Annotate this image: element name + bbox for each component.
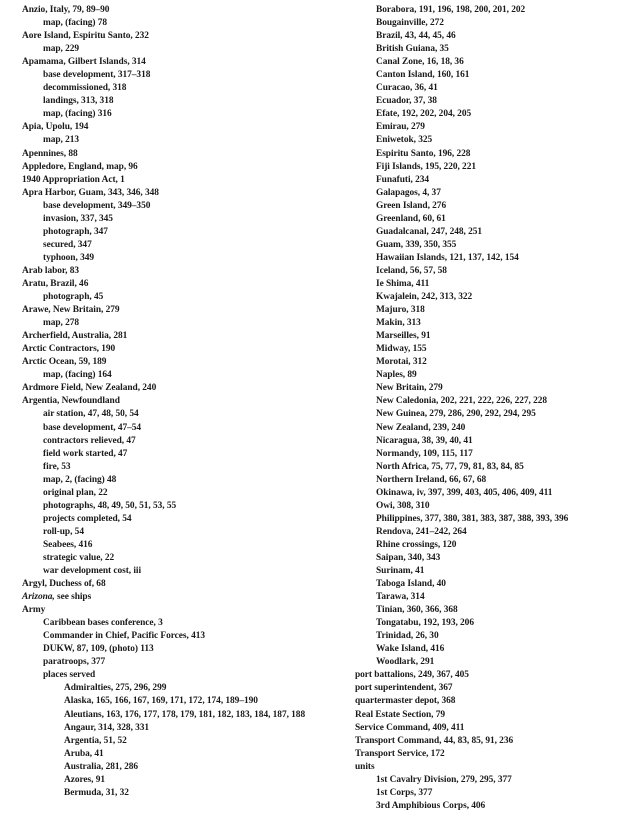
index-entry: Okinawa, iv, 397, 399, 403, 405, 406, 409, 411 bbox=[376, 487, 553, 498]
index-entry: Arawe, New Britain, 279 bbox=[22, 305, 120, 316]
index-entry: New Guinea, 279, 286, 290, 292, 294, 295 bbox=[376, 409, 536, 420]
index-entry: places served bbox=[43, 670, 96, 681]
index-entry: Arctic Ocean, 59, 189 bbox=[22, 357, 107, 368]
index-entry: photographs, 48, 49, 50, 51, 53, 55 bbox=[43, 500, 177, 511]
index-entry: Rendova, 241–242, 264 bbox=[376, 526, 467, 537]
index-entry: Kwajalein, 242, 313, 322 bbox=[376, 292, 473, 303]
index-entry: New Britain, 279 bbox=[376, 383, 443, 394]
index-entry: Transport Command, 44, 83, 85, 91, 236 bbox=[355, 735, 514, 746]
index-entry: map, (facing) 316 bbox=[43, 109, 112, 120]
index-entry: typhoon, 349 bbox=[43, 252, 94, 263]
index-entry: strategic value, 22 bbox=[43, 552, 115, 563]
index-entry: Argyl, Duchess of, 68 bbox=[22, 579, 106, 590]
index-entry: Apennines, 88 bbox=[22, 148, 78, 159]
index-entry: Azores, 91 bbox=[64, 774, 105, 785]
index-entry: Guadalcanal, 247, 248, 251 bbox=[376, 226, 483, 237]
index-entry: Guam, 339, 350, 355 bbox=[376, 239, 457, 250]
index-entry-italic-term: Arizona, bbox=[22, 592, 55, 603]
index-entry: Marseilles, 91 bbox=[376, 331, 431, 342]
index-entry: Efate, 192, 202, 204, 205 bbox=[376, 109, 472, 120]
index-entry: roll-up, 54 bbox=[43, 526, 84, 537]
index-entry: photograph, 347 bbox=[43, 226, 108, 237]
index-entry: Owi, 308, 310 bbox=[376, 500, 430, 511]
index-entry: Argentia, 51, 52 bbox=[64, 735, 127, 746]
index-entry: DUKW, 87, 109, (photo) 113 bbox=[43, 644, 154, 655]
index-entry: Rhine crossings, 120 bbox=[376, 539, 457, 550]
index-entry: Saipan, 340, 343 bbox=[376, 552, 441, 563]
index-entry: invasion, 337, 345 bbox=[43, 213, 113, 224]
index-entry: Espiritu Santo, 196, 228 bbox=[376, 148, 471, 159]
index-entry: Argentia, Newfoundland bbox=[22, 396, 120, 407]
index-entry: Emirau, 279 bbox=[376, 122, 425, 133]
index-entry: Hawaiian Islands, 121, 137, 142, 154 bbox=[376, 252, 519, 263]
index-entry: photograph, 45 bbox=[43, 292, 104, 303]
index-entry: New Caledonia, 202, 221, 222, 226, 227, 228 bbox=[376, 396, 548, 407]
index-entry: 1st Corps, 377 bbox=[376, 787, 433, 798]
index-entry: 3rd Amphibious Corps, 406 bbox=[376, 800, 486, 811]
index-entry: Apamama, Gilbert Islands, 314 bbox=[22, 57, 146, 68]
index-entry: projects completed, 54 bbox=[43, 513, 132, 524]
index-entry: Midway, 155 bbox=[376, 344, 427, 355]
index-entry: paratroops, 377 bbox=[43, 657, 106, 668]
index-entry: contractors relieved, 47 bbox=[43, 435, 136, 446]
index-entry: landings, 313, 318 bbox=[43, 96, 114, 107]
index-entry: Apia, Upolu, 194 bbox=[22, 122, 89, 133]
index-entry: Tinian, 360, 366, 368 bbox=[376, 605, 458, 616]
index-entry: Archerfield, Australia, 281 bbox=[22, 331, 128, 342]
index-entry: Commander in Chief, Pacific Forces, 413 bbox=[43, 631, 205, 642]
index-entry: quartermaster depot, 368 bbox=[355, 696, 456, 707]
index-entry: fire, 53 bbox=[43, 461, 71, 472]
index-entry: base development, 47–54 bbox=[43, 422, 142, 433]
index-entry: Real Estate Section, 79 bbox=[355, 709, 445, 720]
index-entry: Tarawa, 314 bbox=[376, 592, 425, 603]
index-entry: Fiji Islands, 195, 220, 221 bbox=[376, 161, 476, 172]
index-entry: Woodlark, 291 bbox=[376, 657, 435, 668]
index-entry: Army bbox=[22, 605, 46, 616]
index-entry: Tongatabu, 192, 193, 206 bbox=[376, 618, 474, 629]
index-entry: map, 2, (facing) 48 bbox=[43, 474, 117, 485]
index-entry: Majuro, 318 bbox=[376, 305, 425, 316]
index-column-left bbox=[22, 4, 352, 800]
index-entry: port superintendent, 367 bbox=[355, 683, 453, 694]
index-entry: Anzio, Italy, 79, 89–90 bbox=[22, 5, 110, 15]
index-entry: air station, 47, 48, 50, 54 bbox=[43, 409, 139, 420]
index-entry: Iceland, 56, 57, 58 bbox=[376, 265, 447, 276]
index-entry: Nicaragua, 38, 39, 40, 41 bbox=[376, 435, 473, 446]
index-entry: Naples, 89 bbox=[376, 370, 417, 381]
index-entry: Borabora, 191, 196, 198, 200, 201, 202 bbox=[376, 5, 526, 15]
index-entry: Apra Harbor, Guam, 343, 346, 348 bbox=[22, 187, 159, 198]
index-entry: field work started, 47 bbox=[43, 448, 128, 459]
index-entry: Ie Shima, 411 bbox=[376, 278, 430, 289]
index-entry: Taboga Island, 40 bbox=[376, 579, 446, 590]
index-entry: original plan, 22 bbox=[43, 487, 108, 498]
index-entry: war development cost, iii bbox=[43, 566, 142, 577]
index-entry: Funafuti, 234 bbox=[376, 174, 430, 185]
index-entry: Eniwetok, 325 bbox=[376, 135, 433, 146]
index-entry: Green Island, 276 bbox=[376, 200, 447, 211]
index-entry: Surinam, 41 bbox=[376, 566, 425, 577]
index-entry: port battalions, 249, 367, 405 bbox=[355, 670, 469, 681]
index-entry: British Guiana, 35 bbox=[376, 44, 449, 55]
index-entry: Philippines, 377, 380, 381, 383, 387, 388, 393, 396 bbox=[376, 513, 569, 524]
index-entry: North Africa, 75, 77, 79, 81, 83, 84, 85 bbox=[376, 461, 524, 472]
index-entry: Ardmore Field, New Zealand, 240 bbox=[22, 383, 157, 394]
index-entry: Galapagos, 4, 37 bbox=[376, 187, 441, 198]
index-entry: Aruba, 41 bbox=[64, 748, 104, 759]
index-entry: 1st Cavalry Division, 279, 295, 377 bbox=[376, 774, 512, 785]
index-entry: Alaska, 165, 166, 167, 169, 171, 172, 174, 189–190 bbox=[64, 696, 258, 707]
index-entry: map, (facing) 164 bbox=[43, 370, 112, 381]
index-entry: 1940 Appropriation Act, 1 bbox=[22, 174, 125, 185]
index-entry: Aleutians, 163, 176, 177, 178, 179, 181, 182, 183, 184, 187, 188 bbox=[64, 709, 306, 720]
index-entry: Canal Zone, 16, 18, 36 bbox=[376, 57, 464, 68]
index-entry: Australia, 281, 286 bbox=[64, 761, 139, 772]
index-entry: Arctic Contractors, 190 bbox=[22, 344, 116, 355]
index-entry: map, (facing) 78 bbox=[43, 18, 108, 29]
index-entry: New Zealand, 239, 240 bbox=[376, 422, 466, 433]
index-entry: Admiralties, 275, 296, 299 bbox=[64, 683, 167, 694]
index-entry: Angaur, 314, 328, 331 bbox=[64, 722, 150, 733]
index-column-right bbox=[355, 4, 637, 813]
index-entry-rest: see ships bbox=[54, 592, 92, 603]
index-entry: Service Command, 409, 411 bbox=[355, 722, 465, 733]
index-entry: Wake Island, 416 bbox=[376, 644, 445, 655]
index-entry: secured, 347 bbox=[43, 239, 92, 250]
index-entry: Caribbean bases conference, 3 bbox=[43, 618, 163, 629]
index-entry: Makin, 313 bbox=[376, 318, 421, 329]
index-entry: Morotai, 312 bbox=[376, 357, 427, 368]
index-entry: Arab labor, 83 bbox=[22, 265, 80, 276]
index-entry: base development, 349–350 bbox=[43, 200, 151, 211]
index-entry: Trinidad, 26, 30 bbox=[376, 631, 439, 642]
index-entry: Normandy, 109, 115, 117 bbox=[376, 448, 473, 459]
index-entry: Curacao, 36, 41 bbox=[376, 83, 438, 94]
index-entry: Aratu, Brazil, 46 bbox=[22, 278, 89, 289]
index-entry: Aore Island, Espiritu Santo, 232 bbox=[22, 31, 149, 42]
index-entry: Greenland, 60, 61 bbox=[376, 213, 446, 224]
index-entry: Brazil, 43, 44, 45, 46 bbox=[376, 31, 456, 42]
index-entry: units bbox=[355, 761, 375, 772]
index-entry: map, 213 bbox=[43, 135, 80, 146]
index-entry: Seabees, 416 bbox=[43, 539, 93, 550]
index-entry: Canton Island, 160, 161 bbox=[376, 70, 470, 81]
index-entry: map, 278 bbox=[43, 318, 80, 329]
index-entry: Northern Ireland, 66, 67, 68 bbox=[376, 474, 487, 485]
index-entry: Bougainville, 272 bbox=[376, 18, 444, 29]
index-entry bbox=[22, 591, 352, 604]
index-entry: base development, 317–318 bbox=[43, 70, 151, 81]
index-entry: Bermuda, 31, 32 bbox=[64, 787, 129, 798]
index-entry: Transport Service, 172 bbox=[355, 748, 445, 759]
index-entry: decommissioned, 318 bbox=[43, 83, 127, 94]
index-entry: Appledore, England, map, 96 bbox=[22, 161, 138, 172]
index-entry: Ecuador, 37, 38 bbox=[376, 96, 437, 107]
index-entry: map, 229 bbox=[43, 44, 80, 55]
